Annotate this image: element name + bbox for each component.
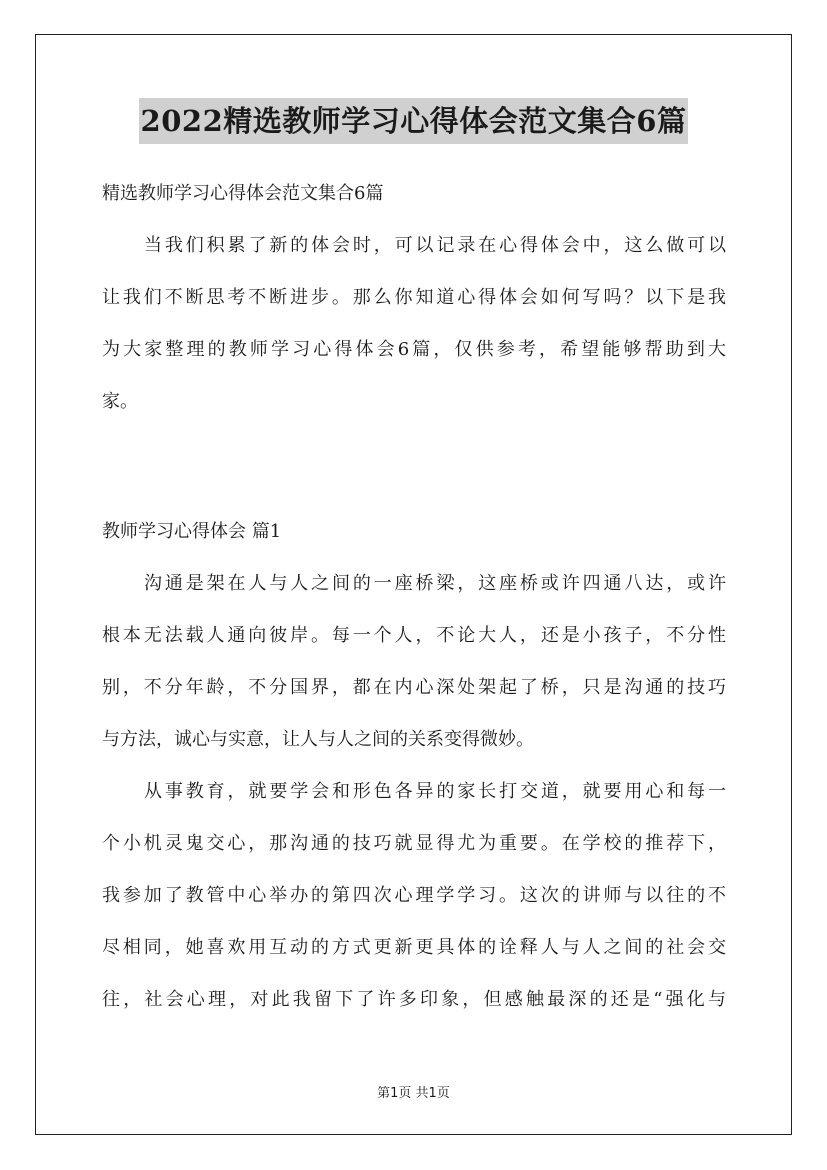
document-body — [102, 168, 726, 1026]
paragraph-line: 尽相同，她喜欢用互动的方式更新更具体的诠释人与人之间的社会交 — [102, 937, 726, 958]
paragraph-line: 别，不分年龄，不分国界，都在内心深处架起了桥，只是沟通的技巧 — [102, 677, 726, 698]
document-subtitle: 精选教师学习心得体会范文集合6篇 — [102, 183, 384, 204]
intro-line: 为大家整理的教师学习心得体会6篇，仅供参考，希望能够帮助到大 — [102, 339, 726, 360]
intro-line: 当我们积累了新的体会时，可以记录在心得体会中，这么做可以 — [144, 235, 726, 256]
intro-paragraph — [102, 220, 726, 428]
paragraph-line: 我参加了教管中心举办的第四次心理学学习。这次的讲师与以往的不 — [102, 885, 726, 906]
section-heading: 教师学习心得体会 篇1 — [102, 521, 282, 542]
page-footer: 第1页 共1页 — [377, 1086, 450, 1101]
document-title — [0, 98, 827, 144]
paragraph-line: 个小机灵鬼交心，那沟通的技巧就显得尤为重要。在学校的推荐下， — [102, 833, 726, 854]
paragraph-1 — [102, 558, 726, 766]
intro-line: 家。 — [102, 391, 138, 412]
intro-line: 让我们不断思考不断进步。那么你知道心得体会如何写吗？以下是我 — [102, 287, 726, 308]
paragraph-line: 与方法，诚心与实意，让人与人之间的关系变得微妙。 — [102, 729, 534, 750]
paragraph-line: 往，社会心理，对此我留下了许多印象，但感触最深的还是“强化与 — [102, 989, 726, 1010]
paragraph-line: 从事教育，就要学会和形色各异的家长打交道，就要用心和每一 — [144, 781, 726, 802]
paragraph-line: 沟通是架在人与人之间的一座桥梁，这座桥或许四通八达，或许 — [144, 573, 726, 594]
document-title-text: 2022精选教师学习心得体会范文集合6篇 — [139, 98, 689, 144]
paragraph-line: 根本无法载人通向彼岸。每一个人，不论大人，还是小孩子，不分性 — [102, 625, 726, 646]
paragraph-2 — [102, 766, 726, 1026]
spacer — [102, 428, 726, 506]
